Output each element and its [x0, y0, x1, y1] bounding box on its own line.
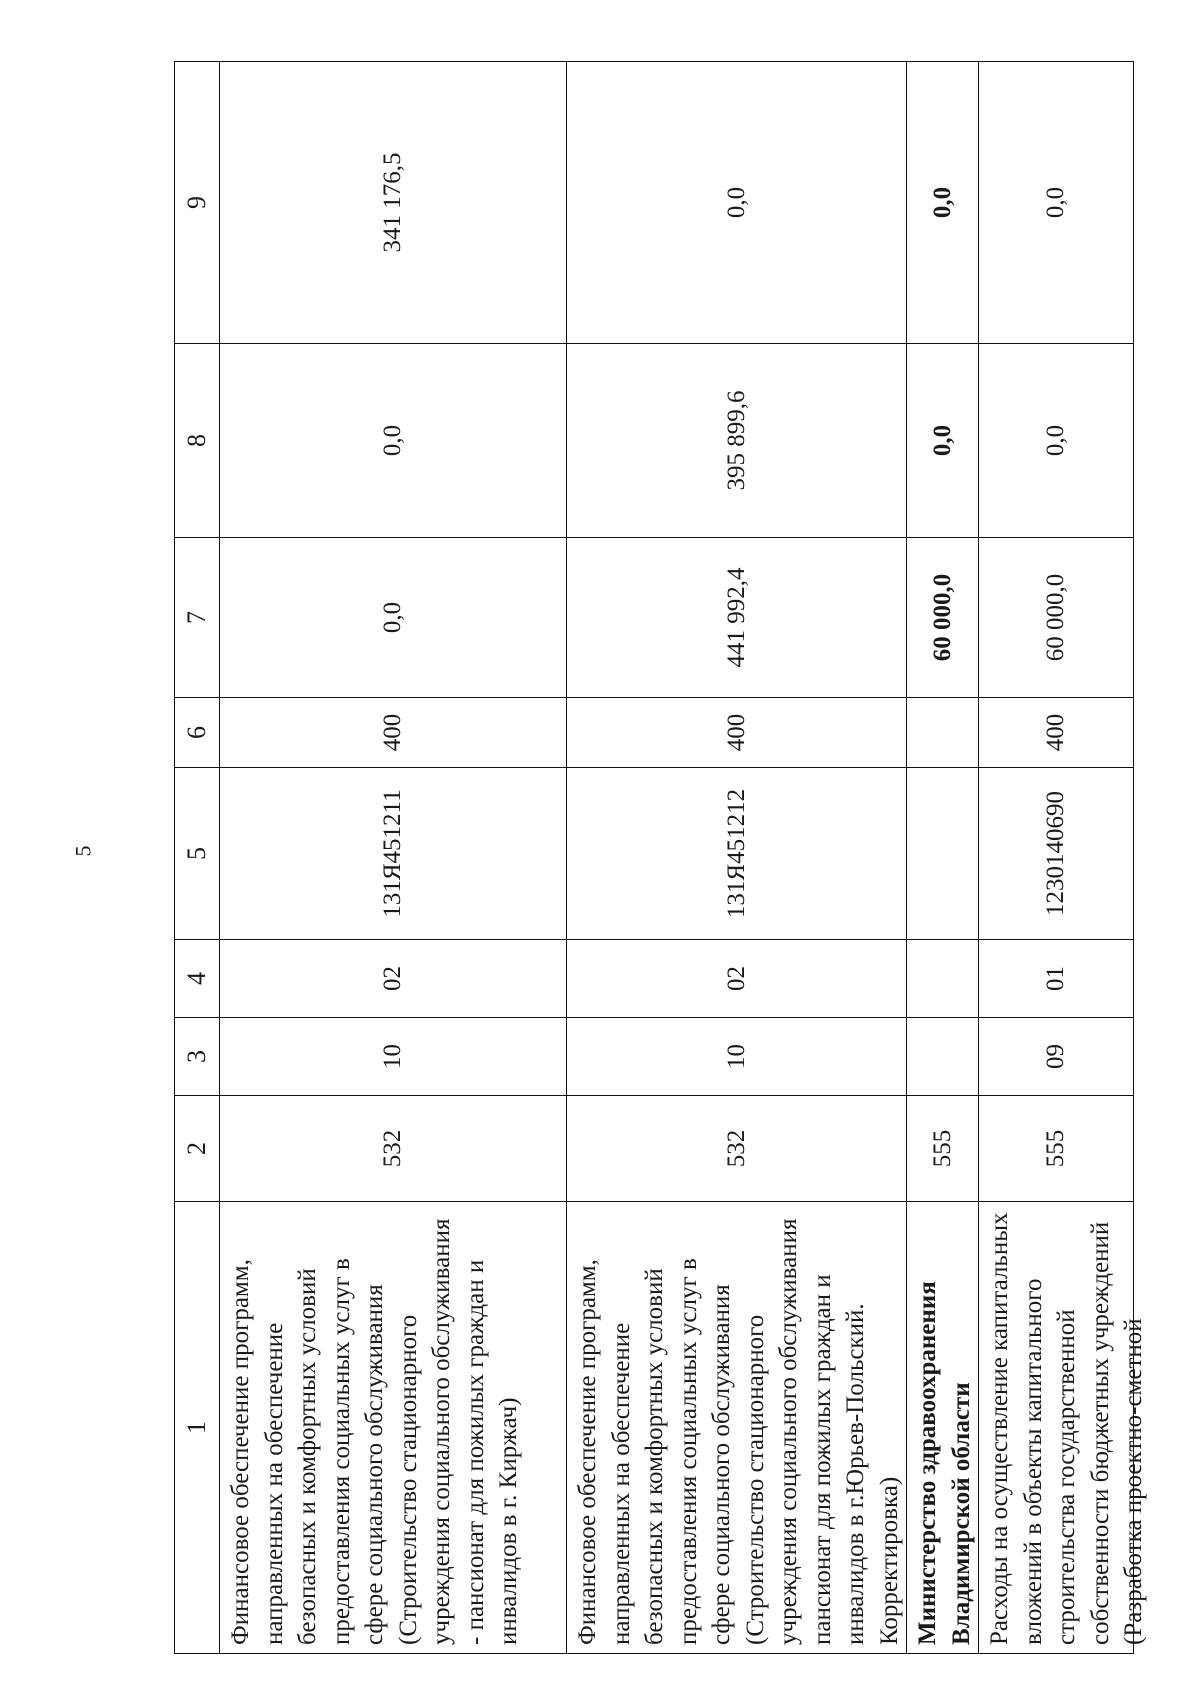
header-row [175, 62, 220, 1654]
cell-col9: 0,0 [567, 62, 907, 344]
cell-col3: 10 [220, 1018, 567, 1096]
cell-col4: 02 [220, 940, 567, 1018]
budget-table [174, 61, 1147, 1654]
cell-col8: 0,0 [220, 344, 567, 538]
cell-col2: 555 [979, 1096, 1134, 1202]
cell-col4: 02 [567, 940, 907, 1018]
cell-col9: 0,0 [907, 62, 979, 344]
page-number: 5 [70, 845, 96, 857]
col-header-7: 7 [175, 538, 220, 698]
col-header-9: 9 [175, 62, 220, 344]
budget-table-rotated [174, 62, 1147, 1654]
cell-col8: 395 899,6 [567, 344, 907, 538]
cell-col5: 131Я451211 [220, 768, 567, 940]
cell-col3 [907, 1018, 979, 1096]
cell-col4 [907, 940, 979, 1018]
col-header-8: 8 [175, 344, 220, 538]
table-row [220, 62, 567, 1654]
col-header-5: 5 [175, 768, 220, 940]
row-description [979, 1202, 1147, 1654]
table-row [567, 62, 907, 1654]
budget-table-container [174, 62, 1147, 1654]
cell-col6: 400 [567, 698, 907, 768]
cell-col5: 131Я451212 [567, 768, 907, 940]
cell-col3: 10 [567, 1018, 907, 1096]
col-header-1: 1 [175, 1202, 220, 1654]
cell-col7: 60 000,0 [979, 538, 1134, 698]
row-description-text: Расходы на осуществление капитальных вложений в объекты капитального строительства государственной собственности бюджетных учреждений (Разработка проектно-сметной [986, 1212, 1147, 1645]
cell-col5 [907, 768, 979, 940]
cell-col6: 400 [220, 698, 567, 768]
col-header-6: 6 [175, 698, 220, 768]
row-description: Министерство здравоохранения Владимирской области [907, 1202, 979, 1654]
col-header-3: 3 [175, 1018, 220, 1096]
cell-col6 [907, 698, 979, 768]
table-row [979, 62, 1134, 1654]
row-description: Финансовое обеспечение программ, направленных на обеспечение безопасных и комфортных условий предоставления социальных услуг в сфере социального обслуживания (Строительство стационарного учреждения социального обслуживания - пансионат для пожилых граждан и инвалидов в г. Киржач) [220, 1202, 567, 1654]
col-header-2: 2 [175, 1096, 220, 1202]
cell-col8: 0,0 [907, 344, 979, 538]
cell-col8: 0,0 [979, 344, 1134, 538]
cell-col7: 0,0 [220, 538, 567, 698]
cell-col2: 532 [567, 1096, 907, 1202]
cell-col5: 1230140690 [979, 768, 1134, 940]
table-row [907, 62, 979, 1654]
cell-col6: 400 [979, 698, 1134, 768]
col-header-4: 4 [175, 940, 220, 1018]
cell-col7: 60 000,0 [907, 538, 979, 698]
cell-col2: 555 [907, 1096, 979, 1202]
cell-col7: 441 992,4 [567, 538, 907, 698]
cell-col3: 09 [979, 1018, 1134, 1096]
cell-col4: 01 [979, 940, 1134, 1018]
row-description: Финансовое обеспечение программ, направленных на обеспечение безопасных и комфортных условий предоставления социальных услуг в сфере социального обслуживания (Строительство стационарного учреждения социального обслуживания пансионат для пожилых граждан и инвалидов в г.Юрьев-Польский. Корректировка) [567, 1202, 907, 1654]
cell-col9: 0,0 [979, 62, 1134, 344]
cell-col9: 341 176,5 [220, 62, 567, 344]
cell-col2: 532 [220, 1096, 567, 1202]
